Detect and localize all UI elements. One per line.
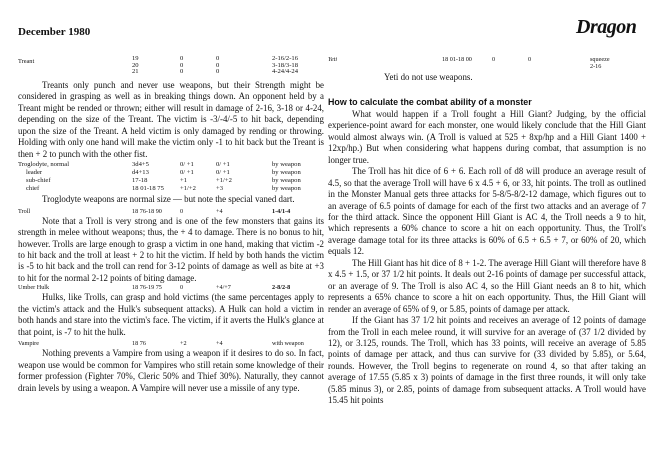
stat-value: 17-18: [132, 176, 148, 184]
stat-value: 0: [180, 68, 184, 76]
stat-name: Troglodyte, normal: [18, 161, 70, 169]
yeti-paragraph: Yeti do not use weapons.: [384, 72, 473, 82]
stat-value: +1: [180, 176, 188, 184]
stat-name: chief: [26, 184, 40, 192]
stat-value: 0: [216, 61, 220, 69]
stat-name: Troll: [18, 207, 31, 215]
stat-value: by weapon: [272, 168, 301, 176]
stat-value: 0: [492, 56, 496, 63]
body-paragraph: What would happen if a Troll fought a Hill Giant? Judging, by the official experience-point award for each monster, one would likely conclude that the Hill Giant would almost always win. (A Troll is valued at 525 + 8xp/hp and a Hill Giant 1400 + 12xp/hp.) But when considering what happens during combat, that assumption is no longer true.: [328, 108, 646, 165]
treant-paragraph: Treants only punch and never use weapons, but their Strength might be considered in grasping as well as in breaking things down. An opponent held by a Treant might be rended or thrown; either will result in damage of 2-16, 3-18 or 4-24, depending on the size of the Treant. The victim is -3/-4/-5 to hit back, depending upon the size of the Treant. A held victim is only damaged by rending or throwing. Holding with only one hand will make the victim only -1 to hit back but the Treant is then + 2 to punch with the other fist.: [18, 80, 324, 159]
vampire-paragraph: Nothing prevents a Vampire from using a weapon if it desires to do so. In fact, weapon use would be common for Vampires who still retain some knowledge of their former profession (Fighter 70%, Cleric 50% and Thief 30%). Naturally, they cannot drain levels by using a weapon. A Vampire will never use a missile of any type.: [18, 348, 324, 393]
stat-value: +4: [216, 207, 223, 215]
stat-value: 21: [132, 68, 139, 76]
stat-value: 3d4+5: [132, 161, 149, 169]
troglodyte-stat-table: [18, 161, 324, 201]
page-date: December 1980: [18, 26, 91, 38]
stat-value: 0: [216, 68, 220, 76]
stat-name: Yeti: [328, 56, 338, 63]
stat-value: by weapon: [272, 176, 301, 184]
stat-value: squeeze: [590, 56, 610, 63]
stat-value: by weapon: [272, 184, 301, 192]
stat-value: 0: [180, 55, 184, 62]
stat-value: +1/+2: [180, 184, 196, 192]
stat-name: leader: [26, 168, 43, 176]
stat-value: with weapon: [272, 340, 304, 348]
stat-value: 2-8/2-8: [272, 284, 291, 292]
body-paragraph: If the Giant has 37 1/2 hit points and receives an average of 12 points of damage from the Troll in each melee round, it will survive for an average of (37 1/2 divided by 12), or 3.125, rounds. The Troll, which has 33 points, will receive an average of 5.85 points of damage per attack, and thus can survive for (33 divided by 5.85), or 5.64, rounds. However, the Troll begins to regenerate on round 4, so that after taking an average of 17.55 (5.85 x 3) points of damage in the first three rounds, it will only take (5.85 minus 3), or 2.85, points of damage from subsequent attacks. A Troll would have 15.45 hit points: [328, 315, 646, 406]
troll-stat-row: [18, 208, 324, 218]
stat-value: 18 76-18 90: [132, 207, 162, 215]
vampire-stat-row: [18, 340, 324, 349]
left-column: [18, 56, 324, 394]
body-paragraph: The Troll has hit dice of 6 + 6. Each roll of d8 will produce an average result of 4.5, so that the average Troll will have 6 x 4.5 + 6, or 33, hit points. The troll as outlined in the Monster Manual gets three attacks for 5-8/5-8/2-12 damage, which figures out to an average of 6.5 points of damage for each of the first two attacks and an average of 7 for the third attack. Since the opponent Hill Giant is AC 4, the Troll needs a 9 to hit, which represents a 60% chance to score a hit on each opportunity. Thus, the Troll's average damage total for its three attacks is 60% of 6.5 + 6.5 + 7, or 60% of 20, which equals 12.: [328, 166, 646, 257]
stat-value: 0/ +1: [180, 168, 194, 176]
stat-value: +1/+2: [216, 176, 232, 184]
stat-value: 18 01-18 75: [132, 184, 164, 192]
stat-value: 2-16/2-16: [272, 55, 299, 62]
body-paragraph: The Hill Giant has hit dice of 8 + 1-2. The average Hill Giant will therefore have 8 x 4.5 + 1.5, or 37 1/2 hit points. It deals out 2-16 points of damage per successful attack, or an average of 9. The Troll is also AC 4, so the Hill Giant needs an 8 to hit, which represents a 65% chance to score a hit on each opportunity. Thus, the Hill Giant will render an average of 65% of 9, or 5.85, points of damage per attack.: [328, 257, 646, 314]
troll-paragraph: Note that a Troll is very strong and is one of the few monsters that gains its strength in melee without weapons; thus, the + 4 to damage. There is no bonus to hit, however. Trolls are large enough to grasp a victim in one hand, making that victim -2 to hit back and the troll at least + 2 to hit the victim. If held by both hands the victim is -5 to hit back and the troll can rend for 3-12 points of damage as well as bite at +3 to hit for the normal 2-12 points of biting damage.: [18, 215, 324, 283]
stat-value: 0: [180, 207, 184, 215]
stat-value: 19: [132, 55, 139, 62]
section-heading: How to calculate the combat ability of a monster: [328, 97, 532, 108]
stat-name: Umber Hulk: [18, 284, 50, 292]
stat-name: Vampire: [18, 340, 39, 348]
stat-value: 3-18/3-18: [272, 61, 299, 69]
stat-value: +4/+7: [216, 284, 231, 292]
stat-value: 0: [216, 55, 220, 62]
stat-value: 0: [180, 284, 184, 292]
stat-value: 0/ +1: [216, 168, 230, 176]
umber-hulk-stat-row: [18, 284, 324, 293]
stat-value: 0: [528, 56, 532, 63]
stat-value: 0/ +1: [180, 161, 194, 169]
stat-value: 18 76-19 75: [132, 284, 162, 292]
magazine-logo: Dragon: [576, 16, 637, 38]
stat-value: 18 01-18 00: [442, 56, 472, 63]
stat-value: 0/ +1: [216, 161, 230, 169]
stat-name: sub-chief: [26, 176, 51, 184]
stat-value: +3: [216, 184, 224, 192]
troglodyte-paragraph: Troglodyte weapons are normal size — but note the special vaned dart.: [42, 194, 295, 205]
right-column: [328, 56, 646, 407]
stat-value: +2: [180, 340, 187, 348]
stat-value: 20: [132, 61, 139, 69]
stat-value: 2-16: [590, 63, 602, 70]
stat-name: Treant: [18, 58, 35, 65]
stat-value: +4: [216, 340, 223, 348]
umber-hulk-paragraph: Hulks, like Trolls, can grasp and hold victims (the same percentages apply to the victim's attack and the Hulk's subsequent attacks). A Hulk can hold a victim in both hands and stare into the victim's face. The victim, if it averts the Hulk's glance at that point, is -7 to hit the hulk.: [18, 292, 324, 337]
stat-value: 4-24/4-24: [272, 68, 299, 76]
stat-value: by weapon: [272, 161, 301, 169]
stat-value: 1-4/1-4: [272, 207, 291, 215]
stat-value: d4+13: [132, 168, 149, 176]
stat-value: 0: [180, 61, 184, 69]
yeti-stat-row: [328, 56, 646, 70]
stat-value: 18 76: [132, 340, 146, 348]
